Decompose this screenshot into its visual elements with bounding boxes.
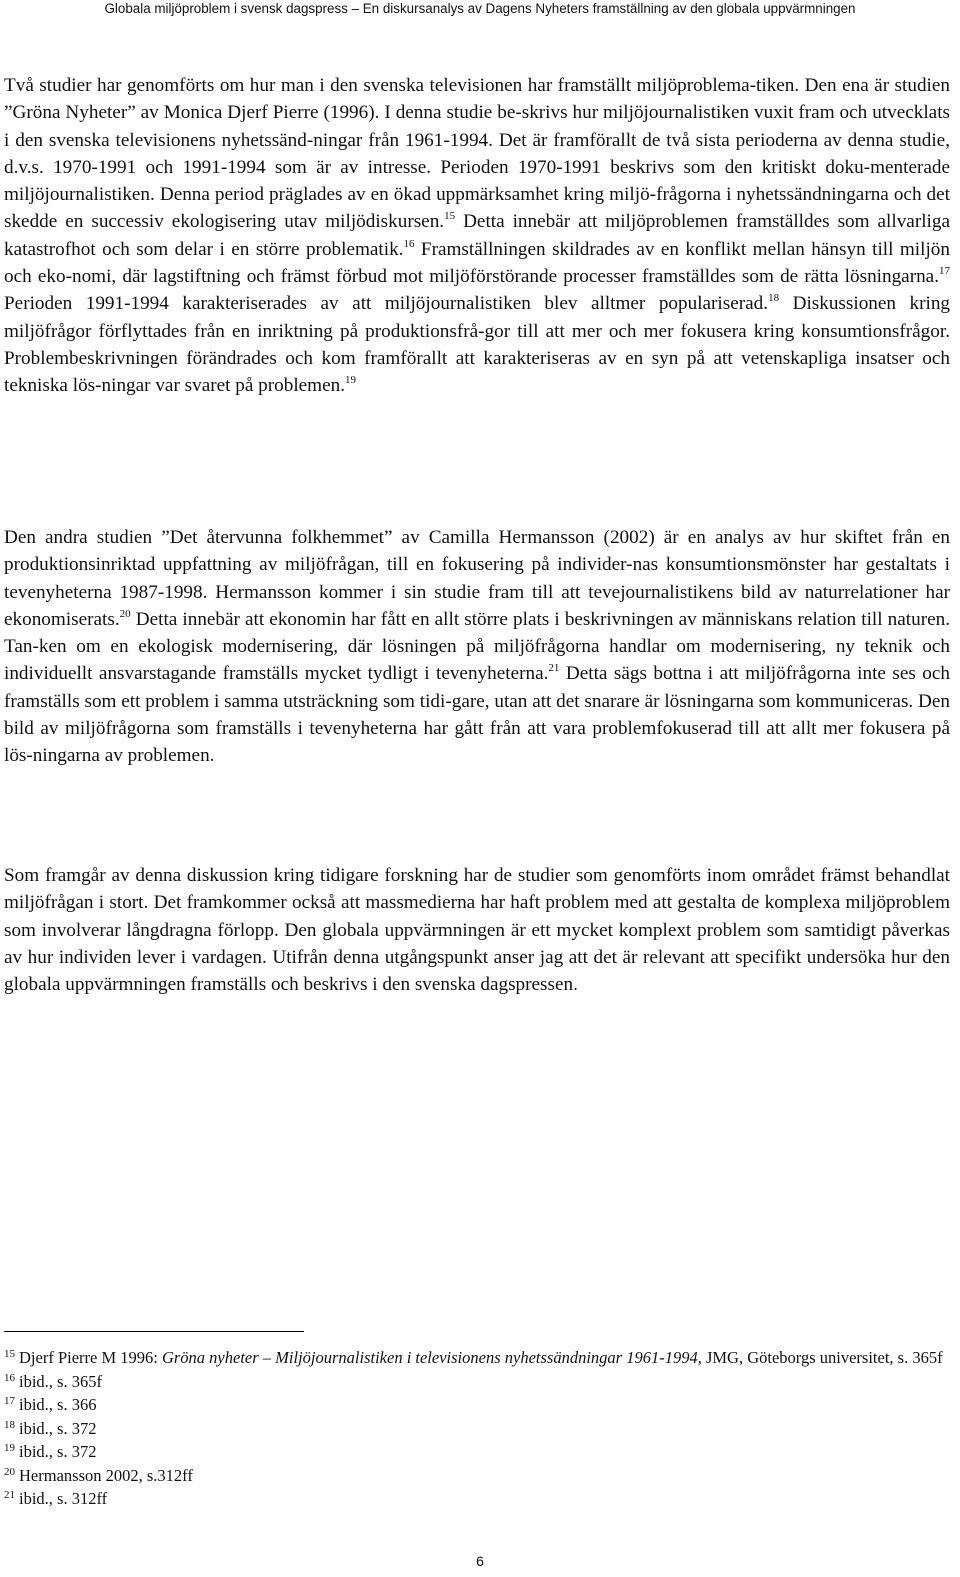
footnote-number: 19 xyxy=(4,1442,15,1454)
body-paragraph-1 xyxy=(4,72,950,400)
footnote-text: Djerf Pierre M 1996: xyxy=(19,1348,162,1367)
text-run: Diskussionen kring miljöfrågor förflyttades från en inriktning på produktionsfrå-gor till att mer och mer fokusera kring konsumtionsfrågor. Problembeskrivningen förändrades och kom framförallt att karakteriseras av en syn på att vetenskapliga insatser och tekniska lös-ningar var svaret på problemen. xyxy=(4,293,951,397)
footnotes xyxy=(4,1346,950,1511)
footnote-text: Hermansson 2002, s.312ff xyxy=(19,1465,193,1485)
footnote-ref-16[interactable]: 16 xyxy=(403,237,415,250)
running-header: Globala miljöproblem i svensk dagspress – En diskursanalys av Dagens Nyheters framställning av den globala uppvärmningen xyxy=(104,1,856,16)
footnote-text: ibid., s. 372 xyxy=(19,1442,97,1461)
footnote-20 xyxy=(4,1464,950,1488)
text-run: Detta innebär att ekonomin har fått en allt större plats i beskrivningen av människans relation till naturen. Tan-ken om en ekologisk modernisering, där lösningen på miljöfrågorna handlar om modernisering, ny teknik och individuellt ansvarstagande framställs mycket tydligt i tevenyheterna. xyxy=(4,608,950,685)
footnote-ref-20[interactable]: 20 xyxy=(119,607,131,620)
body-paragraph-3 xyxy=(4,862,950,998)
footnote-title: Gröna nyheter – Miljöjournalistiken i televisionens nyhetssändningar 1961-1994 xyxy=(161,1348,698,1367)
footnote-17 xyxy=(4,1393,950,1417)
footnote-text: ibid., s. 366 xyxy=(19,1395,97,1414)
text-run: Den andra studien ”Det återvunna folkhemmet” av Camilla Hermansson (2002) är en analys av hur skiftet från en produktionsinriktad uppfattning av miljöfrågan, till en fokusering på individer-nas konsumtionsmönster har gestaltats i tevenyheterna 1987-1998. Hermansson kommer i sin studie fram till att tevejournalistikens bild av naturrelationer har ekonomiserats. xyxy=(4,527,950,630)
footnote-15 xyxy=(4,1346,950,1370)
footnote-divider xyxy=(4,1331,304,1332)
footnote-18 xyxy=(4,1417,950,1441)
footnote-number: 18 xyxy=(4,1418,15,1431)
footnote-number: 15 xyxy=(4,1348,15,1360)
text-run: Perioden 1991-1994 karakteriserades av att miljöjournalistiken blev alltmer populariserad. xyxy=(4,293,769,315)
footnote-19 xyxy=(4,1440,950,1464)
footnote-16 xyxy=(4,1370,950,1394)
footnote-text: ibid., s. 372 xyxy=(19,1418,97,1438)
footnote-number: 17 xyxy=(4,1395,15,1407)
text-run: Detta innebär att miljöproblemen framställdes som allvarliga katastrofhot och som delar i en större problematik. xyxy=(4,211,950,260)
footnote-21 xyxy=(4,1487,950,1511)
footnote-number: 20 xyxy=(4,1465,15,1478)
footnote-ref-21[interactable]: 21 xyxy=(548,662,560,675)
footnote-ref-15[interactable]: 15 xyxy=(444,210,456,223)
body-paragraph-2 xyxy=(4,524,950,770)
footnote-text: ibid., s. 312ff xyxy=(19,1489,108,1508)
footnote-text: , JMG, Göteborgs universitet, s. 365f xyxy=(697,1348,943,1367)
text-run: Framställningen skildrades av en konflikt mellan hänsyn till miljön och eko-nomi, där lagstiftning och främst förbud mot miljöförstörande processer framställdes som de rätta lösningarna. xyxy=(4,238,950,288)
footnote-number: 21 xyxy=(4,1489,15,1501)
footnote-ref-19[interactable]: 19 xyxy=(345,374,356,387)
footnote-number: 16 xyxy=(4,1371,15,1384)
footnote-ref-18[interactable]: 18 xyxy=(768,292,780,305)
footnote-text: ibid., s. 365f xyxy=(19,1371,102,1391)
text-run: Detta sägs bottna i att miljöfrågorna inte ses och framställs som ett problem i samma utsträckning som tidi-gare, utan att det snarare är lösningarna som kommuniceras. Den bild av miljöfrågorna som framställs i tevenyheterna har gått från att vara problemfokuserad till att allt mer fokusera på lös-ningarna av problemen. xyxy=(4,663,951,767)
footnote-ref-17[interactable]: 17 xyxy=(939,265,950,278)
text-run: Två studier har genomförts om hur man i den svenska televisionen har framställt miljöproblema-tiken. Den ena är studien ”Gröna Nyheter” av Monica Djerf Pierre (1996). I denna studie be-skrivs hur miljöjournalistiken vuxit fram och utvecklats i den svenska televisionens nyhetssänd-ningar från 1961-1994. Det är framförallt de två sista perioderna av denna studie, d.v.s. 1970-1991 och 1991-1994 som är av intresse. Perioden 1970-1991 beskrivs som den kritiskt doku-menterade miljöjournalistiken. Denna period präglades av en ökad uppmärksamhet kring miljö-frågorna i nyhetssändningarna och det skedde en successiv ekologisering utav miljödiskursen. xyxy=(4,75,950,233)
text-run: Som framgår av denna diskussion kring tidigare forskning har de studier som genomförts inom området främst behandlat miljöfrågan i stort. Det framkommer också att massmedierna har haft problem med att gestalta de komplexa miljöproblem som involverar långdragna förlopp. Den globala uppvärmningen är ett mycket komplext problem som samtidigt påverkas av hur individen lever i vardagen. Utifrån denna utgångspunkt anser jag att det är relevant att specifikt undersöka hur den globala uppvärmningen framställs och beskrivs i den svenska dagspressen. xyxy=(4,865,950,996)
page-number: 6 xyxy=(476,1553,484,1569)
